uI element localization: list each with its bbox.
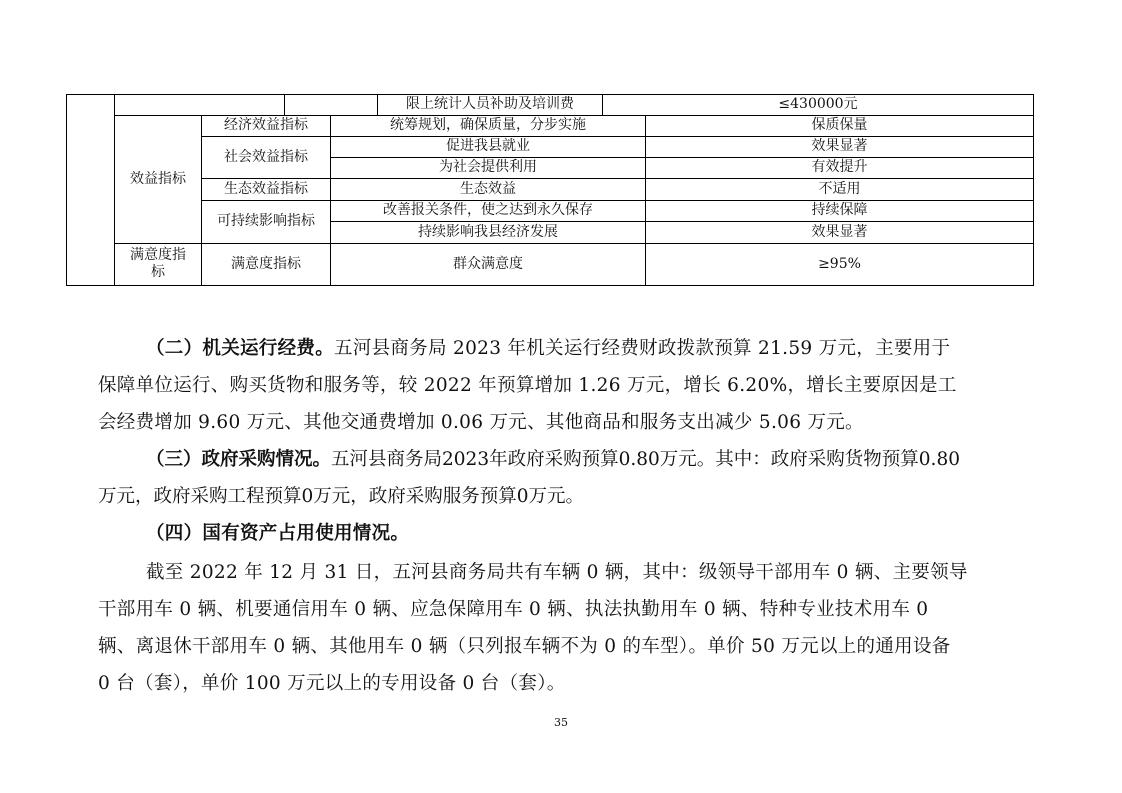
table-cell: 不适用	[818, 180, 861, 197]
satisfaction-label	[115, 243, 201, 285]
paragraph-line: 干部用车 0 辆、机要通信用车 0 辆、应急保障用车 0 辆、执法执勤用车 0 辆、特种专业技术用车 0	[98, 599, 929, 620]
table-cell: 统筹规划，确保质量，分步实施	[390, 117, 586, 133]
satisfaction-label-line2: 标	[151, 264, 165, 280]
satisfaction-indicator-name: 满意度指标	[231, 255, 301, 272]
table-cell: 持续保障	[811, 202, 868, 218]
section-heading: （四）国有资产占用使用情况。	[146, 523, 410, 544]
cell-training-fee-limit: ≤430000元	[778, 96, 858, 112]
paragraph-line: 辆、离退休干部用车 0 辆、其他用车 0 辆（只列报车辆不为 0 的车型）。单价 50 万元以上的通用设备	[98, 636, 951, 657]
paragraph-text: 五河县商务局2023年政府采购预算0.80万元。其中：政府采购货物预算0.80	[331, 449, 960, 470]
sustainable-indicator-name: 可持续影响指标	[217, 213, 315, 229]
table-cell: 持续影响我县经济发展	[418, 223, 558, 240]
table-cell: 生态效益	[460, 180, 516, 197]
table-cell: 为社会提供利用	[439, 159, 537, 175]
paragraph-text: 五河县商务局 2023 年机关运行经费财政拨款预算 21.59 万元，主要用于	[334, 338, 951, 359]
table-cell: 效果显著	[811, 138, 868, 154]
paragraph-line: 会经费增加 9.60 万元、其他交通费增加 0.06 万元、其他商品和服务支出减少 5.06 万元。	[98, 412, 864, 433]
table-cell: 保质保量	[811, 117, 868, 133]
table-cell: ≥95%	[818, 255, 861, 272]
table-cell: 效果显著	[811, 223, 868, 240]
table-cell: 群众满意度	[453, 255, 523, 272]
section-heading: （二）机关运行经费。	[146, 338, 335, 359]
section-operating-funds	[146, 334, 950, 360]
paragraph-line: 保障单位运行、购买货物和服务等，较 2022 年预算增加 1.26 万元，增长 6.20%，增长主要原因是工	[98, 375, 957, 396]
table-cell: 促进我县就业	[446, 138, 530, 154]
economic-indicator-name: 经济效益指标	[224, 117, 308, 133]
benefit-indicator-label: 效益指标	[130, 170, 186, 187]
table-cell: 有效提升	[811, 159, 868, 175]
paragraph-line: 0 台（套），单价 100 万元以上的专用设备 0 台（套）。	[98, 673, 566, 694]
social-indicator-name: 社会效益指标	[224, 148, 308, 165]
cell-training-fee: 限上统计人员补助及培训费	[406, 96, 574, 112]
page-number: 35	[554, 716, 568, 729]
section-procurement	[146, 445, 960, 471]
table-cell: 改善报关条件，使之达到永久保存	[383, 202, 593, 218]
section-heading: （三）政府采购情况。	[146, 449, 332, 470]
paragraph-line: 截至 2022 年 12 月 31 日，五河县商务局共有车辆 0 辆，其中：级领导干部用车 0 辆、主要领导	[146, 562, 968, 583]
paragraph-line: 万元，政府采购工程预算0万元，政府采购服务预算0万元。	[98, 486, 585, 507]
satisfaction-label-line1: 满意度指	[130, 247, 186, 263]
ecological-indicator-name: 生态效益指标	[224, 180, 308, 197]
